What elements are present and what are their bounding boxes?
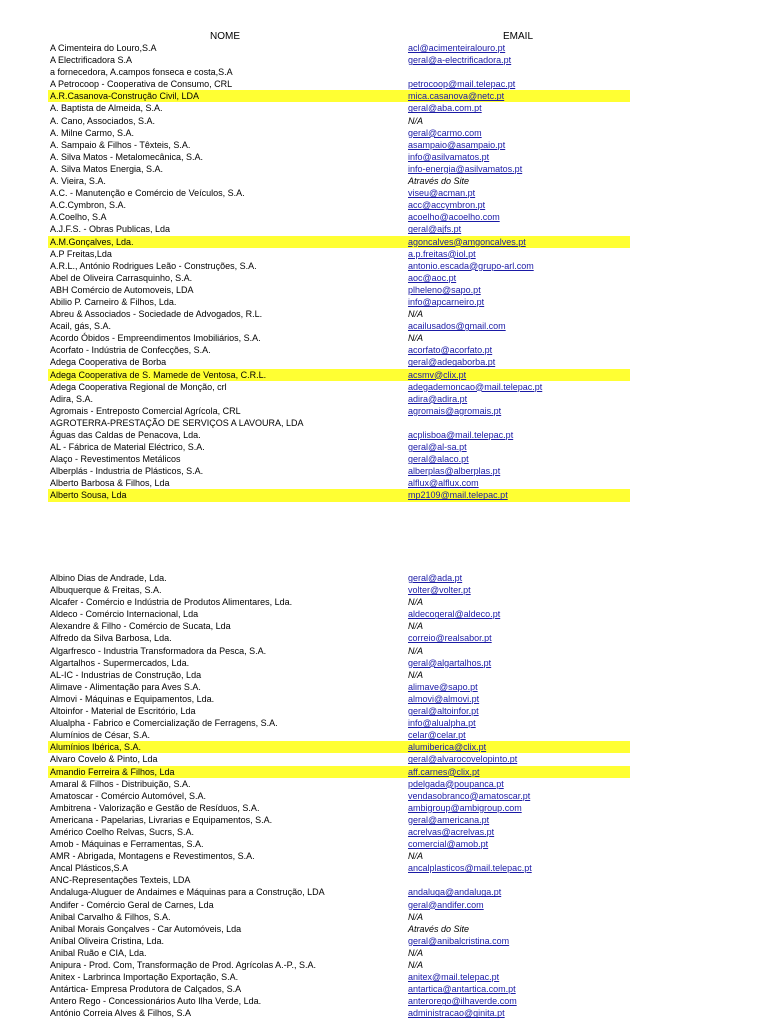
email-link[interactable]: geral@alvarocovelopinto.pt xyxy=(408,754,518,765)
company-name: Amob - Máquinas e Ferramentas, S.A. xyxy=(50,839,204,850)
company-name: Alumínios de César, S.A. xyxy=(50,730,151,741)
email-link[interactable]: petrocoop@mail.telepac.pt xyxy=(408,79,516,90)
company-row xyxy=(48,717,630,729)
company-name: Alcafer - Comércio e Indústria de Produtos Alimentares, Lda. xyxy=(50,597,293,608)
company-name: A. Baptista de Almeida, S.A. xyxy=(50,103,163,114)
company-name: Andaluga-Aluguer de Andaimes e Máquinas para a Construção, LDA xyxy=(50,887,325,898)
company-row xyxy=(48,923,630,935)
email-link[interactable]: plheleno@sapo.pt xyxy=(408,284,481,295)
company-row xyxy=(48,308,630,320)
company-name: A Electrificadora S.A xyxy=(50,55,133,66)
company-name: A.J.F.S. - Obras Publicas, Lda xyxy=(50,224,171,235)
company-row xyxy=(48,911,630,923)
company-name: Adega Cooperativa de S. Mamede de Ventosa, C.R.L. xyxy=(50,369,267,380)
company-row xyxy=(48,572,630,584)
company-row xyxy=(48,42,630,54)
company-name: A. Milne Carmo, S.A. xyxy=(50,127,135,138)
company-name: a fornecedora, A.campos fonseca e costa,S.A xyxy=(50,67,233,78)
company-row xyxy=(48,139,630,151)
email-link[interactable]: pdelgada@poupanca.pt xyxy=(408,778,504,789)
company-row xyxy=(48,959,630,971)
email-link[interactable]: anitex@mail.telepac.pt xyxy=(408,972,500,983)
company-row xyxy=(48,429,630,441)
email-note: Através do Site xyxy=(408,176,470,187)
company-row xyxy=(48,441,630,453)
company-row xyxy=(48,296,630,308)
company-name: A.C. - Manutenção e Comércio de Veículos, S.A. xyxy=(50,188,245,199)
company-row xyxy=(48,489,630,501)
email-link[interactable]: geral@ajfs.pt xyxy=(408,224,462,235)
company-row xyxy=(48,693,630,705)
email-link[interactable]: alflux@alflux.com xyxy=(408,478,479,489)
company-name: Alualpha - Fabrico e Comercialização de Ferragens, S.A. xyxy=(50,718,278,729)
email-note: Através do Site xyxy=(408,923,470,934)
company-row xyxy=(48,127,630,139)
email-note: N/A xyxy=(408,911,424,922)
company-row xyxy=(48,753,630,765)
email-link[interactable]: vendasobranco@amatoscar.pt xyxy=(408,790,531,801)
company-name: A.Coelho, S.A xyxy=(50,212,107,223)
company-name: Algarfresco - Industria Transformadora da Pesca, S.A. xyxy=(50,645,267,656)
email-link[interactable]: geral@al-sa.pt xyxy=(408,442,467,453)
company-row xyxy=(48,187,630,199)
company-row xyxy=(48,236,630,248)
company-name: Andifer - Comércio Geral de Carnes, Lda xyxy=(50,899,214,910)
company-name: Anibal Carvalho & Filhos, S.A. xyxy=(50,911,171,922)
company-name: Ambitrena - Valorização e Gestão de Resíduos, S.A. xyxy=(50,802,260,813)
company-name: Adira, S.A. xyxy=(50,393,94,404)
email-link[interactable]: agoncalves@amgoncalves.pt xyxy=(408,236,526,247)
email-link[interactable]: geral@algartalhos.pt xyxy=(408,657,492,668)
company-row xyxy=(48,826,630,838)
company-name: Anitex - Larbrinca Importação Exportação, S.A. xyxy=(50,972,239,983)
company-name: A. Silva Matos - Metalomecânica, S.A. xyxy=(50,151,204,162)
email-link[interactable]: celar@celar.pt xyxy=(408,730,466,741)
company-name: A.C.Cymbron, S.A. xyxy=(50,200,127,211)
company-name: Adega Cooperativa de Borba xyxy=(50,357,167,368)
company-name: Antero Rego - Concessionários Auto Ilha Verde, Lda. xyxy=(50,996,262,1007)
column-header-name: NOME xyxy=(210,31,240,42)
company-name: Antártica- Empresa Produtora de Calçados, S.A xyxy=(50,984,242,995)
company-row xyxy=(48,971,630,983)
company-name: Anibal Ruão e CIA, Lda. xyxy=(50,947,147,958)
email-link[interactable]: geral@aba.com.pt xyxy=(408,103,482,114)
company-row xyxy=(48,947,630,959)
company-row xyxy=(48,681,630,693)
email-link[interactable]: a.p.freitas@iol.pt xyxy=(408,248,476,259)
email-note: N/A xyxy=(408,960,424,970)
email-note: N/A xyxy=(408,115,424,126)
company-row xyxy=(48,620,630,632)
company-row xyxy=(48,741,630,753)
company-row xyxy=(48,814,630,826)
company-row xyxy=(48,211,630,223)
company-name: A. Silva Matos Energia, S.A. xyxy=(50,163,164,174)
company-row xyxy=(48,453,630,465)
company-row xyxy=(48,272,630,284)
company-row xyxy=(48,477,630,489)
company-list-block-1 xyxy=(48,42,630,502)
company-name: ABH Comércio de Automoveis, LDA xyxy=(50,284,194,295)
email-link[interactable]: antonio.escada@grupo-arl.com xyxy=(408,260,534,271)
email-link[interactable]: alumiberica@clix.pt xyxy=(408,742,487,753)
company-name: Alvaro Covelo & Pinto, Lda xyxy=(50,754,158,765)
email-link[interactable]: asampaio@asampaio.pt xyxy=(408,139,506,150)
company-row xyxy=(48,405,630,417)
email-link[interactable]: geral@a-electrificadora.pt xyxy=(408,55,512,66)
email-link[interactable]: alimave@sapo.pt xyxy=(408,681,478,692)
company-name: Albuquerque & Freitas, S.A. xyxy=(50,585,162,596)
company-name: Alexandre & Filho - Comércio de Sucata, Lda xyxy=(50,621,231,632)
company-row xyxy=(48,223,630,235)
email-link[interactable]: geral@altoinfor.pt xyxy=(408,706,479,717)
email-link[interactable]: geral@andifer.com xyxy=(408,899,484,910)
company-name: Americana - Papelarias, Livrarias e Equipamentos, S.A. xyxy=(50,814,273,825)
email-link[interactable]: comercial@amob.pt xyxy=(408,839,489,850)
email-link[interactable]: volter@volter.pt xyxy=(408,585,471,596)
company-row xyxy=(48,284,630,296)
email-link[interactable]: ambigroup@ambigroup.com xyxy=(408,802,522,813)
company-name: Anibal Morais Gonçalves - Car Automóveis, Lda xyxy=(50,923,242,934)
company-row xyxy=(48,766,630,778)
email-link[interactable]: acorfato@acorfato.pt xyxy=(408,345,493,356)
company-row xyxy=(48,705,630,717)
email-link[interactable]: andaluga@andaluga.pt xyxy=(408,887,502,898)
company-name: Alberplás - Industria de Plásticos, S.A. xyxy=(50,466,204,477)
company-name: Almovi - Máquinas e Equipamentos, Lda. xyxy=(50,693,215,704)
company-row xyxy=(48,417,630,429)
email-note: N/A xyxy=(408,645,424,656)
company-name: Amandio Ferreira & Filhos, Lda xyxy=(50,766,175,777)
company-name: Amatoscar - Comércio Automóvel, S.A. xyxy=(50,790,207,801)
company-row xyxy=(48,935,630,947)
company-name: Algartalhos - Supermercados, Lda. xyxy=(50,657,190,668)
email-link[interactable]: anterorego@ilhaverde.com xyxy=(408,996,517,1007)
company-row xyxy=(48,657,630,669)
email-link[interactable]: geral@ada.pt xyxy=(408,573,463,583)
company-row xyxy=(48,199,630,211)
company-name: A Petrocoop - Cooperativa de Consumo, CRL xyxy=(50,79,233,90)
company-name: Adega Cooperativa Regional de Monção, crl xyxy=(50,381,227,392)
company-name: Acorfato - Indústria de Confecções, S.A. xyxy=(50,345,211,356)
email-link[interactable]: acc@accymbron.pt xyxy=(408,200,486,211)
email-link[interactable]: almovi@almovi.pt xyxy=(408,693,480,704)
email-note: N/A xyxy=(408,621,424,632)
email-link[interactable]: acoelho@acoelho.com xyxy=(408,212,500,223)
email-link[interactable]: info@apcarneiro.pt xyxy=(408,296,485,307)
company-row xyxy=(48,850,630,862)
email-link[interactable]: geral@carmo.com xyxy=(408,127,482,138)
company-name: A. Vieira, S.A. xyxy=(50,176,106,187)
company-row xyxy=(48,584,630,596)
email-link[interactable]: ancalplasticos@mail.telepac.pt xyxy=(408,863,532,874)
email-link[interactable]: acailusados@gmail.com xyxy=(408,321,506,332)
email-link[interactable]: adira@adira.pt xyxy=(408,393,468,404)
email-link[interactable]: aff.carnes@clix.pt xyxy=(408,766,480,777)
company-name: Alumínios Ibérica, S.A. xyxy=(50,742,142,753)
company-name: ANC-Representações Texteis, LDA xyxy=(50,875,191,886)
email-link[interactable]: mp2109@mail.telepac.pt xyxy=(408,490,508,501)
company-name: Anipura - Prod. Com, Transformação de Prod. Agrícolas A.-P., S.A. xyxy=(50,960,316,970)
email-note: N/A xyxy=(408,333,424,344)
company-name: Alaço - Revestimentos Metálicos xyxy=(50,454,181,465)
email-link[interactable]: info@alualpha.pt xyxy=(408,718,476,729)
email-link[interactable]: geral@anibalcristina.com xyxy=(408,935,510,946)
email-link[interactable]: acplisboa@mail.telepac.pt xyxy=(408,430,514,440)
company-name: António Correia Alves & Filhos, S.A xyxy=(50,1008,192,1019)
company-row xyxy=(48,596,630,608)
email-note: N/A xyxy=(408,597,424,608)
company-row xyxy=(48,344,630,356)
company-row xyxy=(48,66,630,78)
company-row xyxy=(48,151,630,163)
company-name: A. Sampaio & Filhos - Têxteis, S.A. xyxy=(50,139,191,150)
company-name: A. Cano, Associados, S.A. xyxy=(50,115,156,126)
company-row xyxy=(48,874,630,886)
company-name: Alberto Sousa, Lda xyxy=(50,490,127,501)
company-row xyxy=(48,632,630,644)
email-link[interactable]: info-energia@asilvamatos.pt xyxy=(408,163,523,174)
company-name: AMR - Abrigada, Montagens e Revestimentos, S.A. xyxy=(50,851,255,862)
company-row xyxy=(48,115,630,127)
company-row xyxy=(48,899,630,911)
company-row xyxy=(48,393,630,405)
company-row xyxy=(48,102,630,114)
email-link[interactable]: info@asilvamatos.pt xyxy=(408,151,490,162)
company-name: Amaral & Filhos - Distribuição, S.A. xyxy=(50,778,191,789)
company-name: Altoinfor - Material de Escritório, Lda xyxy=(50,706,196,717)
company-row xyxy=(48,983,630,995)
email-note: N/A xyxy=(408,309,424,320)
email-link[interactable]: geral@alaco.pt xyxy=(408,454,469,465)
company-row xyxy=(48,778,630,790)
email-note: N/A xyxy=(408,669,424,680)
company-name: A Cimenteira do Louro,S.A xyxy=(50,43,157,53)
email-note: N/A xyxy=(408,851,424,862)
company-name: Acordo Óbidos - Empreendimentos Imobiliários, S.A. xyxy=(50,333,261,344)
company-row xyxy=(48,645,630,657)
email-link[interactable]: geral@americana.pt xyxy=(408,814,490,825)
company-row xyxy=(48,608,630,620)
company-name: A.P Freitas,Lda xyxy=(50,248,112,259)
company-name: Alimave - Alimentação para Aves S.A. xyxy=(50,681,201,692)
company-row xyxy=(48,729,630,741)
company-name: Aldeco - Comércio Internacional, Lda xyxy=(50,609,199,620)
company-name: Águas das Caldas de Penacova, Lda. xyxy=(50,430,201,440)
company-row xyxy=(48,248,630,260)
company-row xyxy=(48,802,630,814)
email-link[interactable]: agromais@agromais.pt xyxy=(408,405,502,416)
company-name: Américo Coelho Relvas, Sucrs, S.A. xyxy=(50,826,195,837)
column-header-email: EMAIL xyxy=(503,31,534,42)
company-row xyxy=(48,356,630,368)
company-name: Abreu & Associados - Sociedade de Advogados, R.L. xyxy=(50,309,263,320)
company-name: AGROTERRA-PRESTAÇÃO DE SERVIÇOS A LAVOURA, LDA xyxy=(50,417,304,428)
company-name: Ancal Plásticos,S.A xyxy=(50,863,129,874)
email-link[interactable]: antartica@antartica.com.pt xyxy=(408,984,516,995)
company-name: AL - Fábrica de Material Eléctrico, S.A. xyxy=(50,442,205,453)
company-row xyxy=(48,90,630,102)
company-row xyxy=(48,320,630,332)
company-name: Albino Dias de Andrade, Lda. xyxy=(50,573,167,583)
company-name: A.R.L., António Rodrigues Leão - Construções, S.A. xyxy=(50,260,257,271)
company-row xyxy=(48,886,630,898)
company-name: A.M.Gonçalves, Lda. xyxy=(50,236,134,247)
company-list-block-2 xyxy=(48,572,630,1019)
company-name: Abel de Oliveira Carrasquinho, S.A. xyxy=(50,272,193,283)
company-name: Abilio P. Carneiro & Filhos, Lda. xyxy=(50,296,177,307)
company-name: Acail, gás, S.A. xyxy=(50,321,112,332)
email-link[interactable]: aoc@aoc.pt xyxy=(408,272,457,283)
email-link[interactable]: acrelvas@acrelvas.pt xyxy=(408,826,495,837)
email-link[interactable]: viseu@acman.pt xyxy=(408,188,476,199)
company-name: A.R.Casanova-Construção Civil, LDA xyxy=(50,91,200,102)
company-row xyxy=(48,838,630,850)
company-row xyxy=(48,995,630,1007)
company-row xyxy=(48,465,630,477)
email-link[interactable]: geral@adegaborba.pt xyxy=(408,357,496,368)
company-name: Agromais - Entreposto Comercial Agrícola, CRL xyxy=(50,405,241,416)
email-link[interactable]: acl@acimenteiralouro.pt xyxy=(408,43,506,53)
company-row xyxy=(48,790,630,802)
email-link[interactable]: mica.casanova@netc.pt xyxy=(408,91,505,102)
company-row xyxy=(48,163,630,175)
company-row xyxy=(48,78,630,90)
company-name: Alfredo da Silva Barbosa, Lda. xyxy=(50,633,172,644)
email-link[interactable]: administracao@ginita.pt xyxy=(408,1008,505,1019)
company-row xyxy=(48,175,630,187)
company-name: AL-IC - Industrias de Construção, Lda xyxy=(50,669,202,680)
email-link[interactable]: aldecogeral@aldeco.pt xyxy=(408,609,501,620)
company-row xyxy=(48,669,630,681)
company-row xyxy=(48,260,630,272)
company-row xyxy=(48,369,630,381)
email-link[interactable]: correio@realsabor.pt xyxy=(408,633,492,644)
company-row xyxy=(48,332,630,344)
company-row xyxy=(48,381,630,393)
company-name: Alberto Barbosa & Filhos, Lda xyxy=(50,478,170,489)
email-link[interactable]: alberplas@alberplas.pt xyxy=(408,466,501,477)
company-row xyxy=(48,862,630,874)
company-name: Aníbal Oliveira Cristina, Lda. xyxy=(50,935,165,946)
email-link[interactable]: adegademoncao@mail.telepac.pt xyxy=(408,381,543,392)
company-row xyxy=(48,1007,630,1019)
email-note: N/A xyxy=(408,947,424,958)
email-link[interactable]: acsmv@clix.pt xyxy=(408,369,467,380)
company-row xyxy=(48,54,630,66)
